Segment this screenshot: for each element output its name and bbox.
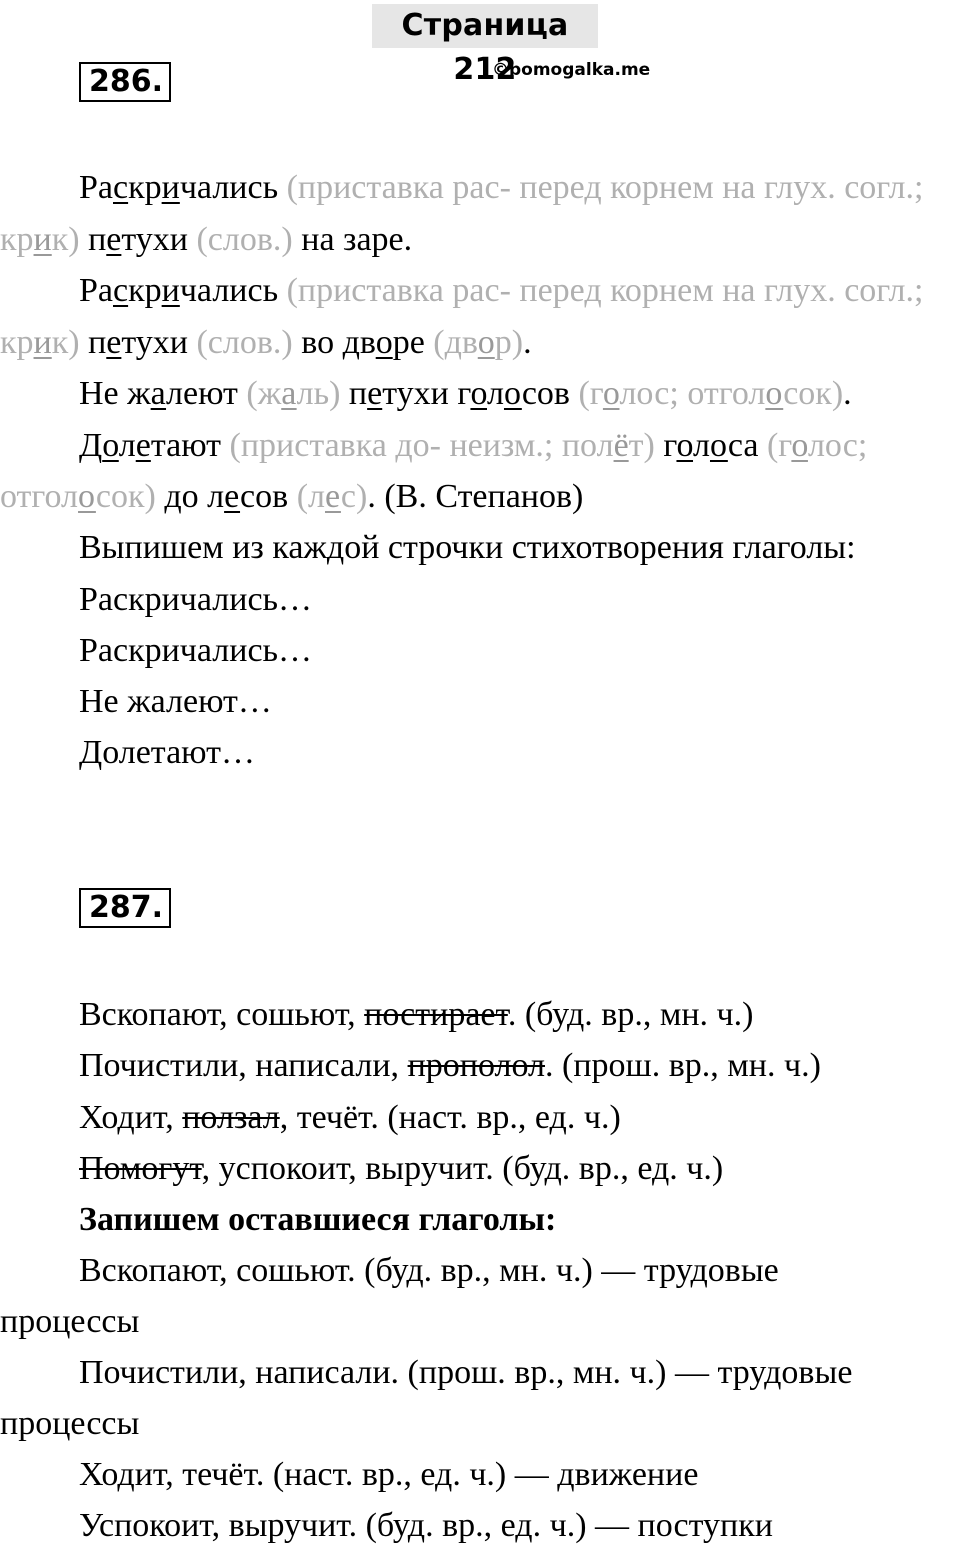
text-line: процессы	[0, 1405, 140, 1442]
note: (приставка рас- перед корнем на глух. согл.;	[286, 169, 924, 206]
text-line: Вскопают, сошьют, постирает. (буд. вр., мн. ч.)	[79, 996, 754, 1033]
text-line: Долетают (приставка до- неизм.; полёт) голоса (голос;	[79, 427, 868, 464]
note: (приставка рас- перед корнем на глух. согл.;	[286, 272, 924, 309]
text-line: отголосок) до лесов (лес). (В. Степанов)	[0, 478, 584, 515]
watermark: ©pomogalka.me	[492, 60, 651, 80]
text-line: Раскричались…	[79, 581, 313, 618]
text-line: Раскричались (приставка рас- перед корнем на глух. согл.;	[79, 169, 924, 206]
text-line: Успокоит, выручит. (буд. вр., ед. ч.) — поступки	[79, 1507, 773, 1544]
text-line: Почистили, написали, прополол. (прош. вр., мн. ч.)	[79, 1047, 821, 1084]
section-heading: Запишем оставшиеся глаголы:	[79, 1201, 557, 1238]
text-line: Не жалеют…	[79, 683, 272, 720]
text-line: Почистили, написали. (прош. вр., мн. ч.) — трудовые	[79, 1354, 853, 1391]
text-line: крик) петухи (слов.) во дворе (двор).	[0, 324, 532, 361]
task-number-286: 286.	[79, 62, 171, 102]
text-line: Долетают…	[79, 734, 255, 771]
struck-word: ползал	[182, 1099, 280, 1136]
text-line: Раскричались…	[79, 632, 313, 669]
page-title: Страница 212	[372, 4, 598, 48]
text-line: Раскричались (приставка рас- перед корнем на глух. согл.;	[79, 272, 924, 309]
text-line: процессы	[0, 1303, 140, 1340]
text-line: Помогут, успокоит, выручит. (буд. вр., ед. ч.)	[79, 1150, 724, 1187]
text-line: Ходит, течёт. (наст. вр., ед. ч.) — движение	[79, 1456, 699, 1493]
text-line: Выпишем из каждой строчки стихотворения глаголы:	[79, 529, 856, 566]
text-line: Ходит, ползал, течёт. (наст. вр., ед. ч.)	[79, 1099, 621, 1136]
text-line: крик) петухи (слов.) на заре.	[0, 221, 413, 258]
text-line: Не жалеют (жаль) петухи голосов (голос; отголосок).	[79, 375, 852, 412]
struck-word: прополол	[407, 1047, 545, 1084]
text-line: Вскопают, сошьют. (буд. вр., мн. ч.) — трудовые	[79, 1252, 779, 1289]
struck-word: постирает	[364, 996, 508, 1033]
task-number-287: 287.	[79, 888, 171, 928]
struck-word: Помогут	[79, 1150, 202, 1187]
